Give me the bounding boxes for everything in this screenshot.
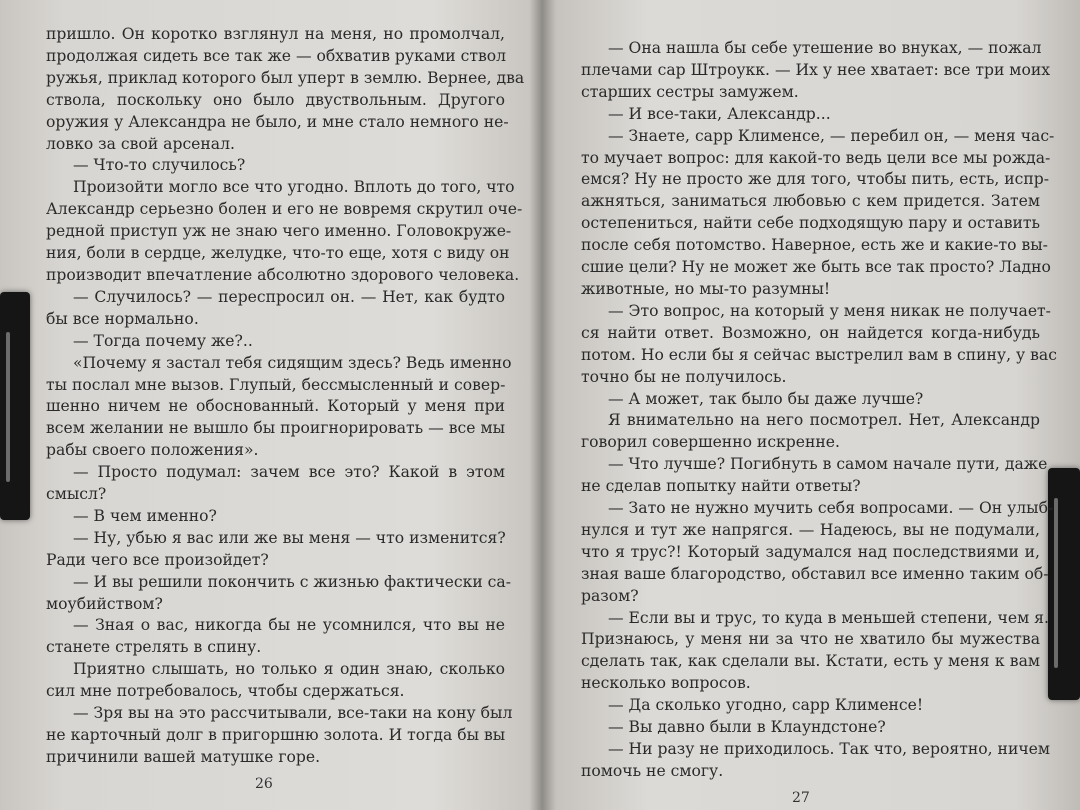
text-line: ся найти ответ. Возможно, он найдется когда-нибудь <box>581 323 1040 342</box>
text-line: несколько вопросов. <box>581 674 751 693</box>
text-line: говорил совершенно искренне. <box>581 433 840 452</box>
text-line: потом. Но если бы я сейчас выстрелил вам в спину, у вас <box>581 345 1057 364</box>
text-line: пришло. Он коротко взглянул на меня, но промолчал, <box>46 25 505 43</box>
text-line: Произойти могло все что угодно. Вплоть до того, что <box>73 178 515 197</box>
text-line: помочь не смогу. <box>581 761 724 780</box>
text-line: разом? <box>581 586 639 605</box>
text-line: ловко за свой арсенал. <box>46 134 235 153</box>
text-line: «Почему я застал тебя сидящим здесь? Ведь именно <box>73 353 512 372</box>
text-line: то мучает вопрос: для какой-то ведь цели все мы рожда- <box>581 148 1051 167</box>
left-page-text <box>46 24 525 769</box>
text-line: редной приступ уж не знаю чего именно. Головокруже- <box>46 222 512 241</box>
text-line: старших сестры замужем. <box>581 82 799 101</box>
text-line: Признаюсь, у меня ни за что не хватило бы мужества <box>581 630 1040 649</box>
text-line: — А может, так было бы даже лучше? <box>608 389 924 408</box>
text-line: — И вы решили покончить с жизнью фактически са- <box>73 572 511 591</box>
text-line: шенно ничем не обоснованный. Который у меня при <box>46 397 505 416</box>
text-line: производит впечатление абсолютно здорового человека. <box>46 265 520 284</box>
text-line: Приятно слышать, но только я один знаю, сколько <box>73 660 505 679</box>
text-line: — Да сколько угодно, сарр Клименсе! <box>608 696 924 715</box>
text-line: ружья, приклад которого был уперт в землю. Вернее, два <box>46 68 525 87</box>
text-line: остепениться, найти себе подходящую пару и оставить <box>581 214 1040 233</box>
text-line: — Вы давно были в Клаундстоне? <box>608 718 886 737</box>
text-line: — Зная о вас, никогда бы не усомнился, что вы не <box>73 616 505 635</box>
text-line: после себя потомство. Наверное, есть же и какие-то вы- <box>581 236 1048 255</box>
text-line: причинили вашей матушке горе. <box>46 747 321 766</box>
text-line: нулся и тут же напрягся. — Надеюсь, вы не подумали, <box>581 520 1040 539</box>
text-line: Александр серьезно болен и его не вовремя скрутил оче- <box>46 200 523 219</box>
left-page <box>0 0 535 769</box>
text-line: — Ни разу не приходилось. Так что, вероятно, ничем <box>608 740 1051 758</box>
text-line: животные, но мы-то разумны! <box>581 279 831 298</box>
text-line: точно бы не получилось. <box>581 367 787 386</box>
text-line: — Зря вы на это рассчитывали, все-таки на кону был <box>73 704 513 723</box>
text-line: бы все нормально. <box>46 309 199 328</box>
text-line: — Это вопрос, на который у меня никак не получает- <box>608 301 1051 320</box>
text-line: — Зато не нужно мучить себя вопросами. — Он улыб- <box>608 499 1054 518</box>
text-line: моубийством? <box>46 594 163 613</box>
text-line: зная ваше благородство, обставил все именно таким об- <box>581 564 1049 583</box>
page-number-left: 26 <box>255 776 273 792</box>
text-line: — Знаете, сарр Клименсе, — перебил он, — меня час- <box>608 126 1055 145</box>
text-line: оружия у Александра не было, и мне стало немного не- <box>46 112 509 131</box>
right-page-text <box>581 38 1057 783</box>
text-line: — Просто подумал: зачем все это? Какой в этом <box>73 463 505 482</box>
text-line: не сделав попытку найти ответы? <box>581 477 861 496</box>
text-line: всем желании не вышло бы проигнорировать — все мы <box>46 419 505 438</box>
text-line: ты послал мне вызов. Глупый, бессмысленный и совер- <box>46 375 506 394</box>
text-line: ния, боли в сердце, желудке, что-то еще, хотя с виду он <box>46 244 510 263</box>
text-line: — Что лучше? Погибнуть в самом начале пути, даже <box>608 455 1048 474</box>
right-page <box>545 0 1080 783</box>
text-line: — Тогда почему же?.. <box>73 331 253 350</box>
text-line: сил мне потребовалось, чтобы сдержаться. <box>46 682 405 701</box>
text-line: ажняться, заниматься любовью с кем придется. Затем <box>581 192 1040 211</box>
text-line: Ради чего все произойдет? <box>46 550 269 569</box>
text-line: станете стрелять в спину. <box>46 638 262 657</box>
text-line: ствола, поскольку оно было двуствольным. Другого <box>46 90 505 109</box>
text-line: Я внимательно на него посмотрел. Нет, Александр <box>608 411 1040 430</box>
text-line: плечами сар Штроукк. — Их у нее хватает: все три моих <box>581 60 1051 79</box>
text-line: продолжая сидеть все так же — обхватив руками ствол <box>46 46 507 65</box>
text-line: емся? Ну не просто же для того, чтобы пить, есть, испр- <box>581 170 1050 189</box>
text-line: смысл? <box>46 485 107 504</box>
text-line: сделать так, как сделали вы. Кстати, есть у меня к вам <box>581 652 1040 671</box>
page-number-right: 27 <box>792 790 810 806</box>
text-line: — Случилось? — переспросил он. — Нет, как будто <box>73 287 505 306</box>
text-line: не карточный долг в пригоршню золота. И тогда бы вы <box>46 726 506 744</box>
text-line: — В чем именно? <box>73 506 217 525</box>
text-line: — Ну, убью я вас или же вы меня — что изменится? <box>73 528 506 547</box>
text-line: — Она нашла бы себе утешение во внуках, — пожал <box>608 39 1042 57</box>
text-line: — Если вы и трус, то куда в меньшей степени, чем я. <box>608 608 1049 627</box>
text-line: рабы своего положения». <box>46 441 259 460</box>
text-line: сшие цели? Ну не может же быть все так просто? Ладно <box>581 258 1051 277</box>
text-line: — Что-то случилось? <box>73 156 246 175</box>
text-line: — И все-таки, Александр... <box>608 104 831 123</box>
text-line: что я трус?! Который задумался над последствиями и, <box>581 542 1040 561</box>
